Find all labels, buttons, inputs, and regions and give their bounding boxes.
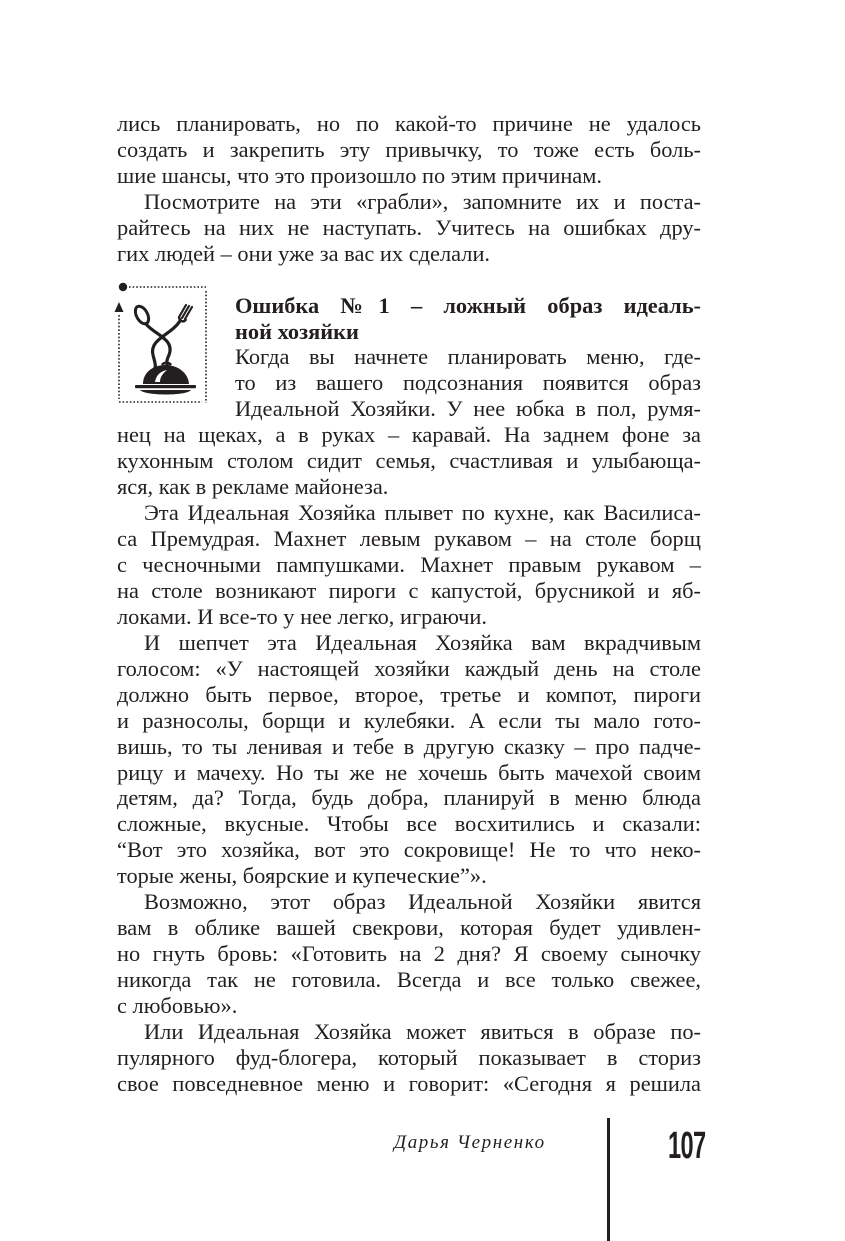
text-line: пулярного фуд-блогера, который показывает в сториз [117, 1044, 701, 1070]
text-line: свое повседневное меню и говорит: «Сегодня я решила [117, 1070, 701, 1096]
text-line: И шепчет эта Идеальная Хозяйка вам вкрадчивым [144, 629, 701, 655]
text-line: Возможно, этот образ Идеальной Хозяйки явится [144, 889, 701, 915]
text-line: кухонным столом сидит семья, счастливая и улыбающа- [117, 448, 701, 474]
text-line: Идеальной Хозяйки. У нее юбка в пол, румя- [235, 396, 701, 422]
paragraph-mother-in-law [117, 889, 701, 1019]
paragraph-rakes [117, 189, 701, 267]
text-line: сложные, вкусные. Чтобы все восхитились и сказали: [117, 811, 701, 837]
section-mistake-1 [117, 293, 701, 1097]
text-line: голосом: «У настоящей хозяйки каждый день на столе [117, 655, 701, 681]
text-line: вам в облике вашей свекрови, которая будет удивлен- [117, 915, 701, 941]
text-line: должно быть первое, второе, третье и компот, пироги [117, 681, 701, 707]
text-line: торые жены, боярские и купеческие”». [117, 863, 487, 889]
body-text [117, 111, 701, 1097]
text-line: райтесь на них не наступать. Учитесь на ошибках дру- [117, 214, 701, 240]
text-line: Или Идеальная Хозяйка может явиться в образе по- [144, 1018, 701, 1044]
paragraph-vasilisa [117, 500, 701, 630]
text-line: то из вашего подсознания появится образ [235, 370, 701, 396]
page-number: 107 [668, 1125, 706, 1167]
text-line: вишь, то ты ленивая и тебе в другую сказку – про падче- [117, 733, 701, 759]
text-line: Эта Идеальная Хозяйка плывет по кухне, как Василиса- [144, 500, 701, 526]
heading-line: ной хозяйки [235, 318, 359, 344]
text-line: Посмотрите на эти «грабли», запомните их и поста- [144, 188, 701, 214]
text-line: гих людей – они уже за вас их сделали. [117, 240, 491, 266]
section-icon-frame [117, 293, 235, 423]
text-line: с чесночными пампушками. Махнет правым рукавом – [117, 552, 701, 577]
footer-divider [607, 1118, 610, 1241]
text-line: детям, да? Тогда, будь добра, планируй в меню блюда [117, 785, 701, 811]
text-line: са Премудрая. Махнет левым рукавом – на столе борщ [117, 526, 701, 552]
text-line: лись планировать, но по какой-то причине не удалось [117, 111, 701, 136]
text-line: рицу и мачеху. Но ты же не хочешь быть мачехой своим [117, 759, 701, 785]
paragraph-whisper [117, 630, 701, 889]
text-line: создать и закрепить эту привычку, то тоже есть боль- [117, 136, 701, 162]
text-line: с любовью». [117, 992, 238, 1018]
text-line: на столе возникают пироги с капустой, брусникой и яб- [117, 577, 701, 603]
text-line: шие шансы, что это произошло по этим причинам. [117, 162, 603, 188]
text-line: яся, как в рекламе майонеза. [117, 474, 389, 500]
cloche-fork-spoon-icon [113, 279, 213, 409]
running-footer-author: Дарья Черненко [394, 1132, 546, 1153]
text-line: Когда вы начнете планировать меню, где- [235, 344, 701, 370]
paragraph-food-blogger [117, 1019, 701, 1097]
text-line: но гнуть бровь: «Готовить на 2 дня? Я своему сыночку [117, 941, 701, 967]
text-line: и разносолы, борщи и кулебяки. А если ты мало гото- [117, 707, 701, 733]
text-line: локами. И все-то у нее легко, играючи. [117, 603, 487, 629]
text-line: “Вот это хозяйка, вот это сокровище! Не то что неко- [117, 837, 701, 863]
text-line: никогда так не готовила. Всегда и все только свежее, [117, 967, 701, 992]
paragraph-continuation [117, 111, 701, 189]
heading-line: Ошибка №1 – ложный образ идеаль- [235, 292, 701, 318]
text-line: нец на щеках, а в руках – каравай. На заднем фоне за [117, 422, 701, 448]
